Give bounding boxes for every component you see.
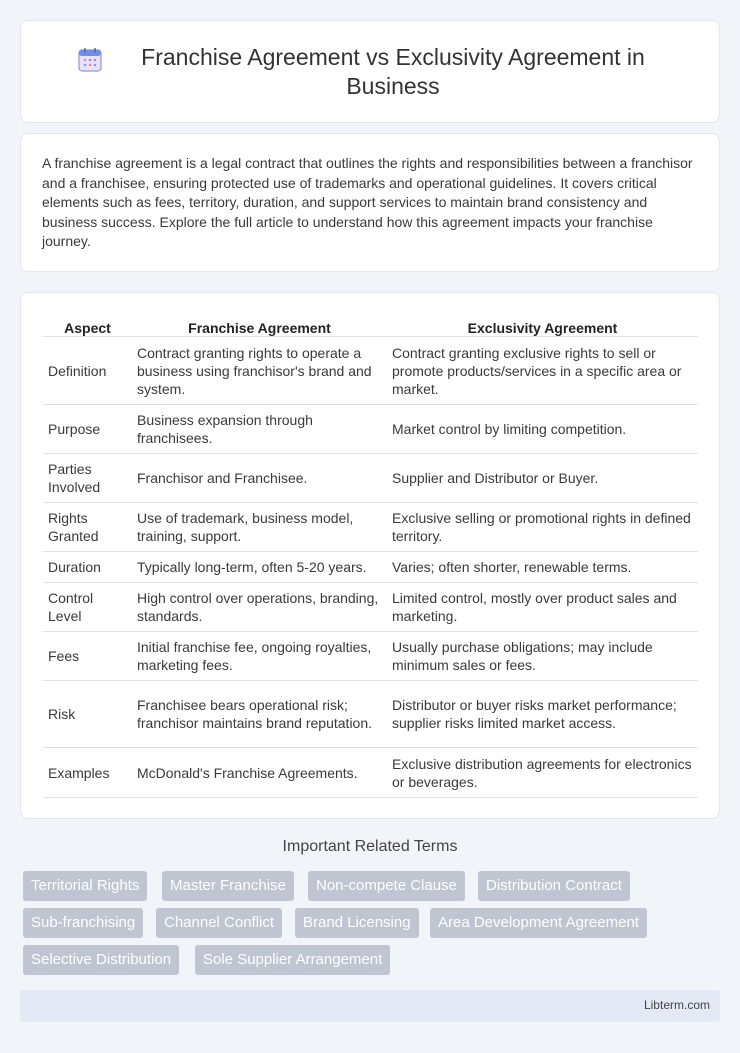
row-exclusivity: Usually purchase obligations; may include minimum sales or fees. (387, 632, 698, 681)
row-exclusivity: Exclusive distribution agreements for electronics or beverages. (387, 748, 698, 798)
row-aspect: Risk (43, 681, 132, 748)
header-aspect: Aspect (43, 315, 132, 337)
row-aspect: Control Level (43, 583, 132, 632)
footer (20, 990, 720, 1022)
row-franchise: Initial franchise fee, ongoing royalties, marketing fees. (132, 632, 387, 681)
row-franchise: Business expansion through franchisees. (132, 405, 387, 454)
table-row (43, 748, 698, 798)
row-aspect: Fees (43, 632, 132, 681)
page-title: Franchise Agreement vs Exclusivity Agreement in Business (141, 43, 645, 99)
row-franchise: Franchisor and Franchisee. (132, 454, 387, 503)
row-aspect: Examples (43, 748, 132, 798)
row-exclusivity: Supplier and Distributor or Buyer. (387, 454, 698, 503)
row-exclusivity: Distributor or buyer risks market performance; supplier risks limited market access. (387, 681, 698, 748)
comparison-table-card (20, 292, 720, 819)
related-term-tag[interactable]: Master Franchise (162, 871, 294, 901)
row-franchise: Typically long-term, often 5-20 years. (132, 552, 387, 583)
table-row (43, 632, 698, 681)
related-term-tag[interactable]: Sub-franchising (23, 908, 143, 938)
row-exclusivity: Market control by limiting competition. (387, 405, 698, 454)
intro-card (20, 133, 720, 272)
table-row (43, 552, 698, 583)
row-franchise: McDonald's Franchise Agreements. (132, 748, 387, 798)
table-header-row (43, 315, 698, 337)
header-franchise: Franchise Agreement (132, 315, 387, 337)
row-aspect: Duration (43, 552, 132, 583)
row-aspect: Purpose (43, 405, 132, 454)
related-term-tag[interactable]: Distribution Contract (478, 871, 630, 901)
row-franchise: Use of trademark, business model, training, support. (132, 503, 387, 552)
table-row (43, 503, 698, 552)
row-aspect: Rights Granted (43, 503, 132, 552)
table-row (43, 583, 698, 632)
table-row (43, 405, 698, 454)
table-row (43, 454, 698, 503)
comparison-table (43, 315, 698, 798)
row-franchise: High control over operations, branding, standards. (132, 583, 387, 632)
row-exclusivity: Varies; often shorter, renewable terms. (387, 552, 698, 583)
related-term-tag[interactable]: Brand Licensing (295, 908, 419, 938)
row-exclusivity: Contract granting exclusive rights to sell or promote products/services in a specific area or market. (387, 337, 698, 405)
table-row (43, 337, 698, 405)
row-franchise: Franchisee bears operational risk; franchisor maintains brand reputation. (132, 681, 387, 748)
related-terms-title: Important Related Terms (282, 838, 458, 855)
row-exclusivity: Exclusive selling or promotional rights in defined territory. (387, 503, 698, 552)
footer-site-link[interactable]: Libterm.com (643, 998, 710, 1012)
related-term-tag[interactable]: Non-compete Clause (308, 871, 465, 901)
header-exclusivity: Exclusivity Agreement (387, 315, 698, 337)
related-term-tag[interactable]: Sole Supplier Arrangement (195, 945, 390, 975)
related-term-tag[interactable]: Selective Distribution (23, 945, 179, 975)
row-exclusivity: Limited control, mostly over product sales and marketing. (387, 583, 698, 632)
related-term-tag[interactable]: Territorial Rights (23, 871, 147, 901)
table-row (43, 681, 698, 748)
row-aspect: Parties Involved (43, 454, 132, 503)
header-card (20, 20, 720, 123)
intro-text: A franchise agreement is a legal contract that outlines the rights and responsibilities between a franchisor and a franchisee, ensuring protected use of trademarks and operational guidelines. It covers critical elements such as fees, territory, duration, and support services to maintain brand consistency and business success. Explore the full article to understand how this agreement impacts your franchise journey. (42, 155, 693, 250)
row-franchise: Contract granting rights to operate a business using franchisor's brand and system. (132, 337, 387, 405)
row-aspect: Definition (43, 337, 132, 405)
calendar-icon (77, 47, 103, 73)
related-term-tag[interactable]: Channel Conflict (156, 908, 282, 938)
related-term-tag[interactable]: Area Development Agreement (430, 908, 647, 938)
